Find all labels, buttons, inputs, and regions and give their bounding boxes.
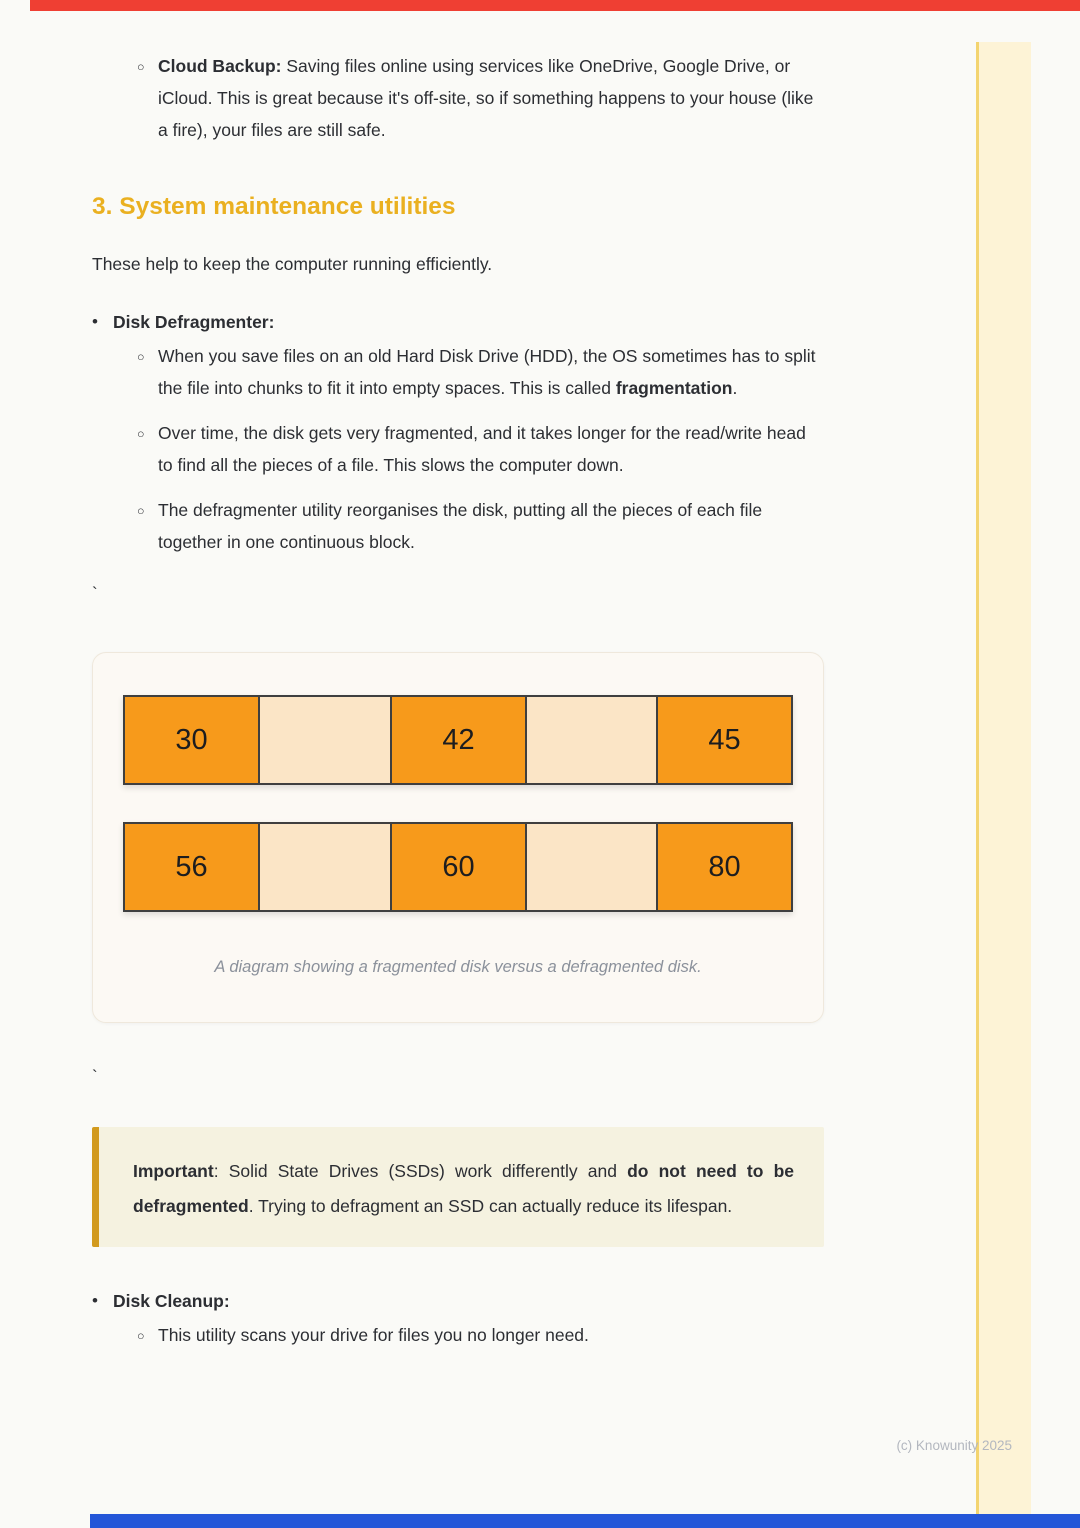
top-red-bar <box>30 0 1080 11</box>
disk-block: 45 <box>656 695 793 785</box>
circle-bullet-icon: ○ <box>137 350 145 364</box>
cloud-backup-text <box>158 50 824 146</box>
defrag-point-2-text: Over time, the disk gets very fragmented, and it takes longer for the read/write head to find all the pieces of a file. This slows the computer down. <box>158 423 806 475</box>
cloud-backup-body: Saving files online using services like OneDrive, Google Drive, or iCloud. This is great because it's off-site, so if something happens to your house (like a fire), your files are still safe. <box>158 56 814 140</box>
stray-backtick: ` <box>92 584 98 603</box>
callout-body-2: . Trying to defragment an SSD can actually reduce its lifespan. <box>248 1196 733 1216</box>
defrag-point-2 <box>158 417 824 481</box>
defrag-point-3-text: The defragmenter utility reorganises the disk, putting all the pieces of each file together in one continuous block. <box>158 500 763 552</box>
defrag-point-3 <box>158 494 824 558</box>
disk-row-bottom <box>123 822 793 912</box>
defrag-point-1-post: . <box>732 378 738 398</box>
disk-block: 30 <box>123 695 260 785</box>
disk-cleanup-label <box>113 1285 230 1317</box>
circle-bullet-icon: ○ <box>137 427 145 441</box>
disk-row-top <box>123 695 793 785</box>
circle-bullet-icon: ○ <box>137 504 145 518</box>
bullet-icon: • <box>92 312 98 331</box>
callout-bold-phrase: do not need to be defragmented <box>133 1161 794 1216</box>
important-callout-text <box>133 1154 794 1224</box>
disk-defragmenter-label-text: Disk Defragmenter: <box>113 312 275 332</box>
defrag-point-1-text: When you save files on an old Hard Disk Drive (HDD), the OS sometimes has to split the file into chunks to fit it into empty spaces. This is called <box>158 346 816 398</box>
disk-defragmenter-label <box>113 306 274 338</box>
disk-block: 80 <box>656 822 793 912</box>
list-item-disk-defragmenter <box>92 306 824 338</box>
cloud-backup-label: Cloud Backup: <box>158 56 282 76</box>
section-heading: 3. System maintenance utilities <box>92 193 456 220</box>
list-item <box>137 417 824 481</box>
list-item <box>137 1319 824 1352</box>
bottom-blue-bar <box>90 1514 1080 1528</box>
defrag-point-1-bold: fragmentation <box>615 378 733 398</box>
bullet-icon: • <box>92 1291 98 1310</box>
important-callout <box>92 1127 824 1247</box>
list-item <box>137 340 824 404</box>
circle-bullet-icon: ○ <box>137 60 145 74</box>
disk-block: 60 <box>390 822 527 912</box>
diagram-caption: A diagram showing a fragmented disk versus a defragmented disk. <box>214 958 702 976</box>
callout-body-1: : Solid State Drives (SSDs) work differently and <box>213 1161 628 1181</box>
list-item-disk-cleanup <box>92 1285 824 1317</box>
intro-paragraph: These help to keep the computer running efficiently. <box>92 254 493 274</box>
disk-block: 56 <box>123 822 260 912</box>
stray-backtick: ` <box>92 1067 98 1086</box>
copyright-text: (c) Knowunity 2025 <box>896 1438 1012 1453</box>
disk-cleanup-point <box>158 1319 589 1352</box>
defrag-diagram <box>123 695 793 912</box>
diagram-card <box>92 652 824 1023</box>
defrag-point-1 <box>158 340 824 404</box>
important-label: Important <box>133 1161 214 1181</box>
disk-block: 42 <box>390 695 527 785</box>
list-item-cloud-backup <box>137 50 824 146</box>
defrag-sublist <box>137 340 824 558</box>
list-item <box>137 494 824 558</box>
disk-cleanup-label-text: Disk Cleanup: <box>113 1291 230 1311</box>
disk-cleanup-point-text: This utility scans your drive for files you no longer need. <box>158 1325 589 1345</box>
right-margin-stripe <box>976 42 1031 1518</box>
circle-bullet-icon: ○ <box>137 1329 145 1343</box>
document-content <box>92 50 824 1352</box>
